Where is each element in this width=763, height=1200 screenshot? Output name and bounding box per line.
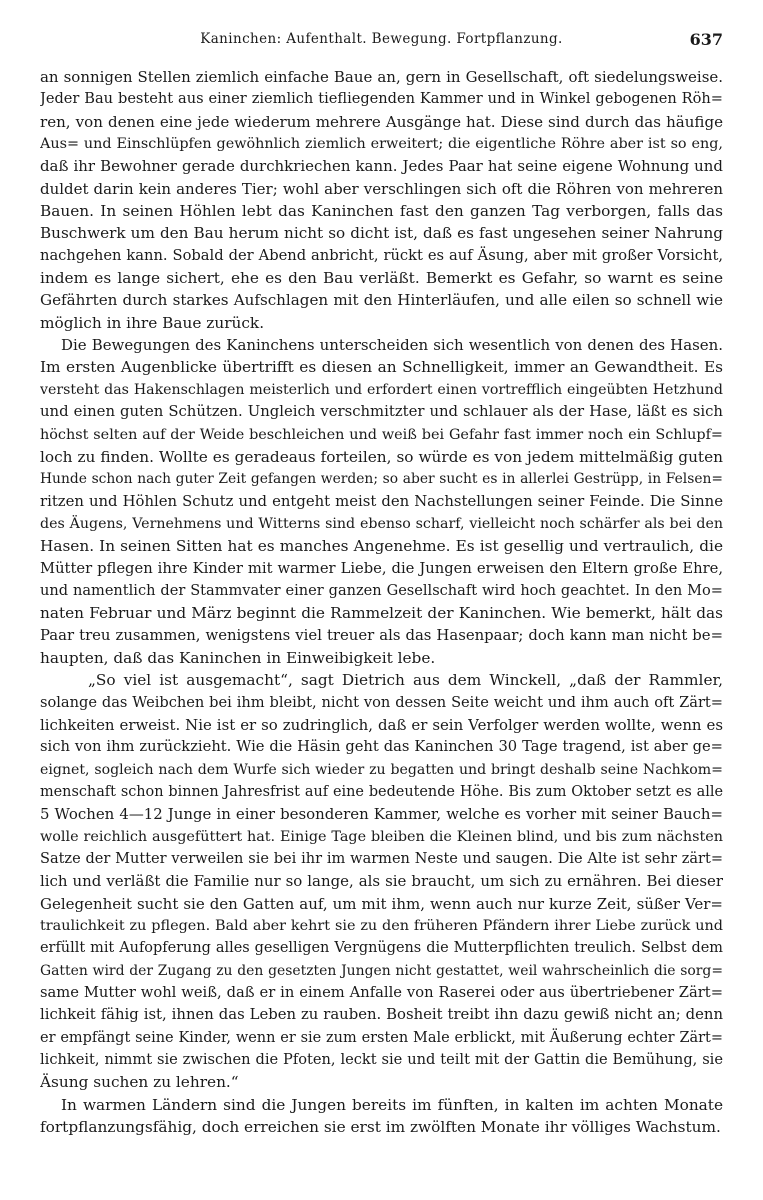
running-head <box>40 31 723 55</box>
paragraph-end-line: haupten, daß das Kaninchen in Einweibigkeit lebe. <box>40 648 436 667</box>
text-line: duldet darin kein anderes Tier; wohl aber verschlingen sich oft die Röhren von mehreren <box>40 179 723 198</box>
text-line: an sonnigen Stellen ziemlich einfache Baue an, gern in Gesellschaft, oft siedelungsweise. <box>40 68 723 86</box>
paragraph-end-line: fortpflanzungsfähig, doch erreichen sie erst im zwölften Monate ihr völliges Wachstum. <box>40 1118 721 1137</box>
text-line: er empfängt seine Kinder, wenn er sie zum ersten Male erblickt, mit Äußerung echter Zärt= <box>40 1029 723 1046</box>
text-line: indem es lange sichert, ehe es den Bau verläßt. Bemerkt es Gefahr, so warnt es seine <box>40 269 723 288</box>
running-title: Kaninchen: Aufenthalt. Bewegung. Fortpflanzung. <box>200 31 563 47</box>
quote-start-line: „So viel ist ausgemacht“, sagt Dietrich aus dem Winckell, „daß der Rammler, <box>88 671 723 690</box>
text-line: höchst selten auf der Weide beschleichen und weiß bei Gefahr fast immer noch ein Schlupf= <box>40 426 723 443</box>
text-line: und einen guten Schützen. Ungleich verschmitzter und schlauer als der Hase, läßt es sich <box>40 403 723 421</box>
text-line: Bauen. In seinen Höhlen lebt das Kaninchen fast den ganzen Tag verborgen, falls das <box>40 202 723 221</box>
text-line: Hasen. In seinen Sitten hat es manches Angenehme. Es ist gesellig und vertraulich, die <box>40 537 723 556</box>
body-text <box>40 66 723 1139</box>
text-line: Gelegenheit sucht sie den Gatten auf, um mit ihm, wenn auch nur kurze Zeit, süßer Ver= <box>40 894 723 913</box>
text-line: loch zu finden. Wollte es geradeaus forteilen, so würde es von jedem mittelmäßig guten <box>40 447 723 466</box>
text-line: wolle reichlich ausgefüttert hat. Einige Tage bleiben die Kleinen blind, und bis zum nächsten <box>40 828 723 845</box>
text-line: Satze der Mutter verweilen sie bei ihr im warmen Neste und saugen. Die Alte ist sehr zärt= <box>40 851 723 868</box>
text-line: same Mutter wohl weiß, daß er in einem Anfalle von Raserei oder aus übertriebener Zärt= <box>40 984 723 1002</box>
text-line: Im ersten Augenblicke übertrifft es diesen an Schnelligkeit, immer an Gewandtheit. Es <box>40 358 723 377</box>
text-line: traulichkeit zu pflegen. Bald aber kehrt sie zu den früheren Pfändern ihrer Liebe zurück und <box>40 918 723 935</box>
text-line: und namentlich der Stammvater einer ganzen Gesellschaft wird hoch geachtet. In den Mo= <box>40 581 723 599</box>
text-line: Gatten wird der Zugang zu den gesetzten Jungen nicht gestattet, weil wahrscheinlich die sorg= <box>40 962 723 979</box>
text-line: versteht das Hakenschlagen meisterlich und erfordert einen vortrefflich eingeübten Hetzhund <box>40 381 723 398</box>
text-line: des Äugens, Vernehmens und Witterns sind ebenso scharf, vielleicht noch schärfer als bei den <box>40 515 723 532</box>
paragraph-start-line: Die Bewegungen des Kaninchens unterscheiden sich wesentlich von denen des Hasen. <box>61 336 723 355</box>
text-line: eignet, sogleich nach dem Wurfe sich wieder zu begatten und bringt deshalb seine Nachkom= <box>40 761 723 778</box>
paragraph-end-line: möglich in ihre Baue zurück. <box>40 313 265 332</box>
text-line: menschaft schon binnen Jahresfrist auf eine bedeutende Höhe. Bis zum Oktober setzt es alle <box>40 784 723 800</box>
text-line: lichkeiten erweist. Nie ist er so zudringlich, daß er sein Verfolger werden wollte, wenn es <box>40 715 723 734</box>
paragraph-end-line: Äsung suchen zu lehren.“ <box>40 1073 239 1092</box>
text-line: Aus= und Einschlüpfen gewöhnlich ziemlich erweitert; die eigentliche Röhre aber ist so eng, <box>40 136 723 153</box>
text-line: erfüllt mit Aufopferung alles geselligen Vergnügens die Mutterpflichten treulich. Selbst dem <box>40 940 723 957</box>
text-line: 5 Wochen 4—12 Junge in einer besonderen Kammer, welche es vorher mit seiner Bauch= <box>40 805 723 824</box>
text-line: Hunde schon nach guter Zeit gefangen werden; so aber sucht es in allerlei Gestrüpp, in Felsen= <box>40 471 723 488</box>
text-line: Buschwerk um den Bau herum nicht so dicht ist, daß es fast ungesehen seiner Nahrung <box>40 224 723 243</box>
text-line: ritzen und Höhlen Schutz und entgeht meist den Nachstellungen seiner Feinde. Die Sinne <box>40 492 723 510</box>
text-line: ren, von denen eine jede wiederum mehrere Ausgänge hat. Diese sind durch das häufige <box>40 112 723 131</box>
text-line: Gefährten durch starkes Aufschlagen mit den Hinterläufen, und alle eilen so schnell wie <box>40 291 723 310</box>
text-line: lichkeit fähig ist, ihnen das Leben zu rauben. Bosheit treibt ihn dazu gewiß nicht an; denn <box>40 1006 723 1024</box>
text-line: sich von ihm zurückzieht. Wie die Häsin geht das Kaninchen 30 Tage tragend, ist aber ge= <box>40 738 723 756</box>
text-line: Jeder Bau besteht aus einer ziemlich tiefliegenden Kammer und in Winkel gebogenen Röh= <box>40 90 723 108</box>
text-line: Mütter pflegen ihre Kinder mit warmer Liebe, die Jungen erweisen den Eltern große Ehre, <box>40 559 723 577</box>
paragraph-start-line: In warmen Ländern sind die Jungen bereits im fünften, in kalten im achten Monate <box>61 1095 723 1114</box>
text-line: nachgehen kann. Sobald der Abend anbricht, rückt es auf Äsung, aber mit großer Vorsicht, <box>40 246 723 264</box>
text-line: Paar treu zusammen, wenigstens viel treuer als das Hasenpaar; doch kann man nicht be= <box>40 626 723 644</box>
text-line: solange das Weibchen bei ihm bleibt, nicht von dessen Seite weicht und ihm auch oft Zärt= <box>40 693 723 711</box>
text-line: lich und verläßt die Familie nur so lange, als sie braucht, um sich zu ernähren. Bei dieser <box>40 872 723 891</box>
text-line: daß ihr Bewohner gerade durchkriechen kann. Jedes Paar hat seine eigene Wohnung und <box>40 157 723 176</box>
text-line: lichkeit, nimmt sie zwischen die Pfoten, leckt sie und teilt mit der Gattin die Bemühung, sie <box>40 1051 723 1069</box>
page-number: 637 <box>689 30 723 49</box>
text-line: naten Februar und März beginnt die Rammelzeit der Kaninchen. Wie bemerkt, hält das <box>40 604 723 623</box>
